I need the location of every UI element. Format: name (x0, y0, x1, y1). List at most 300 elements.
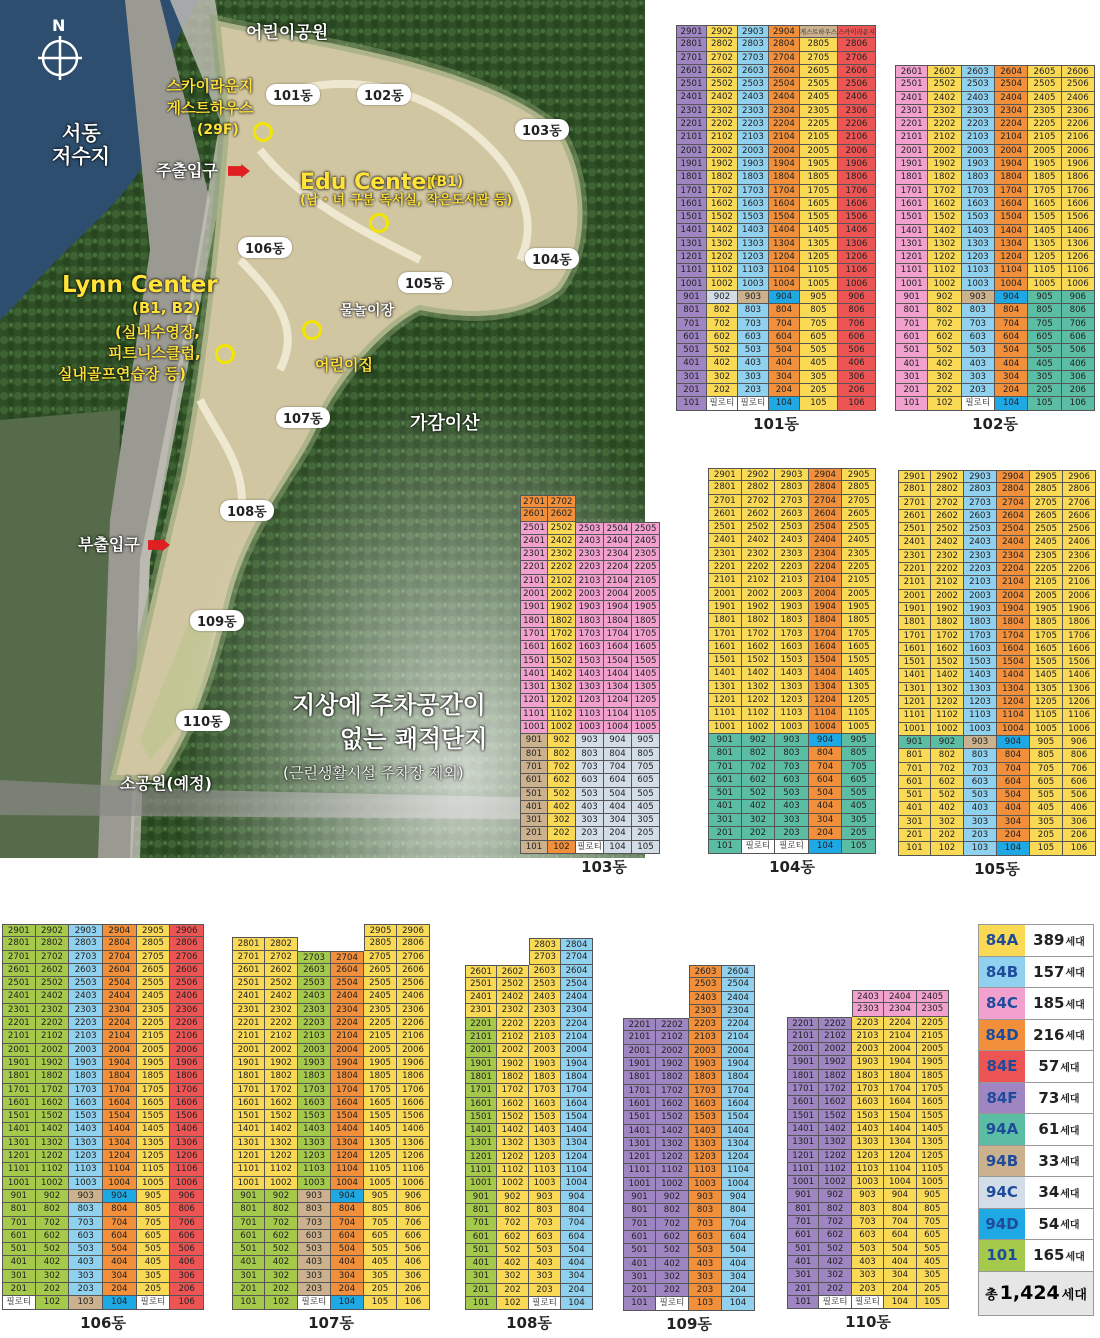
unit-cell: 805 (800, 304, 838, 317)
unit-cell: 1001 (623, 1178, 656, 1191)
unit-cell: 1403 (69, 1123, 103, 1136)
unit-cell: 1501 (708, 654, 742, 667)
unit-cell: 1106 (1062, 264, 1095, 277)
unit-cell: 206 (170, 1283, 204, 1296)
unit-cell: 2101 (898, 576, 931, 589)
unit-cell: 2504 (722, 978, 755, 991)
unit-cell: 1803 (689, 1071, 722, 1084)
unit-cell: 606 (1062, 331, 1095, 344)
unit-cell: 604 (103, 1230, 137, 1243)
unit-cell: 103 (689, 1297, 722, 1310)
unit-cell: 1202 (656, 1151, 689, 1164)
unit-cell: 405 (842, 800, 876, 813)
unit-cell: 704 (884, 1216, 916, 1229)
unit-cell: 1304 (722, 1138, 755, 1151)
unit-cell: 502 (707, 344, 738, 357)
unit-cell: 2103 (775, 574, 809, 587)
unit-cell: 906 (397, 1190, 430, 1203)
unit-cell: 201 (787, 1283, 819, 1296)
unit-cell: 2002 (36, 1044, 70, 1057)
unit-cell: 2101 (708, 574, 742, 587)
unit-cell: 803 (689, 1204, 722, 1217)
unit-cell: 1802 (548, 615, 576, 628)
unit-cell: 305 (800, 371, 838, 384)
unit-cell: 304 (997, 816, 1030, 829)
unit-cell: 705 (1028, 318, 1061, 331)
unit-cell: 1605 (1028, 198, 1061, 211)
unit-cell: 1904 (561, 1058, 593, 1071)
unit-cell: 1405 (632, 668, 660, 681)
unit-cell: 2206 (1062, 118, 1095, 131)
unit-cell: 1703 (775, 628, 809, 641)
unit-cell: 1406 (1063, 669, 1096, 682)
unit-cell: 2103 (298, 1030, 331, 1043)
sky-lounge-marker-icon (253, 122, 273, 142)
unit-cell: 2303 (962, 105, 995, 118)
unit-cell: 602 (742, 774, 776, 787)
map-label-seodong: 서동 (62, 121, 101, 145)
unit-cell: 606 (397, 1230, 430, 1243)
unit-cell: 705 (800, 318, 838, 331)
unit-cell: 2602 (742, 508, 776, 521)
unit-cell: 2801 (898, 483, 931, 496)
unit-cell: 601 (232, 1230, 265, 1243)
legend-count (1025, 957, 1093, 988)
unit-cell: 2001 (895, 145, 928, 158)
unit-cell: 1701 (520, 628, 548, 641)
unit-cell: 1204 (884, 1150, 916, 1163)
unit-cell: 404 (995, 358, 1028, 371)
map-tag-101: 101동 (266, 84, 320, 105)
unit-cell: 1001 (787, 1176, 819, 1189)
unit-cell: 2004 (722, 1045, 755, 1058)
unit-cell: 2603 (298, 964, 331, 977)
map-label-lynn-desc2: 피트니스클럽, (108, 344, 201, 362)
unit-cell: 202 (742, 827, 776, 840)
unit-cell: 1205 (842, 694, 876, 707)
unit-cell: 1404 (995, 225, 1028, 238)
unit-cell: 2601 (2, 964, 36, 977)
unit-cell: 405 (1030, 802, 1063, 815)
unit-cell: 2104 (809, 574, 843, 587)
unit-cell: 2603 (962, 65, 995, 78)
unit-cell: 1501 (787, 1110, 819, 1123)
unit-cell: 305 (842, 814, 876, 827)
unit-cell: 1602 (548, 641, 576, 654)
unit-cell: 702 (36, 1217, 70, 1230)
unit-cell: 1906 (1062, 158, 1095, 171)
unit-cell: 603 (69, 1230, 103, 1243)
unit-cell: 403 (852, 1256, 884, 1269)
unit-cell: 2202 (931, 563, 964, 576)
unit-cell: 1605 (800, 198, 838, 211)
unit-cell: 1405 (800, 224, 838, 237)
unit-cell: 1204 (769, 251, 800, 264)
unit-cell: 403 (529, 1257, 561, 1270)
unit-cell: 1805 (632, 615, 660, 628)
unit-cell: 2104 (722, 1031, 755, 1044)
unit-cell: 1002 (497, 1177, 529, 1190)
unit-cell: 2901 (708, 468, 742, 481)
unit-cell: 2101 (2, 1030, 36, 1043)
unit-cell: 2202 (819, 1017, 851, 1030)
unit-cell: 2403 (852, 990, 884, 1003)
legend-count-unit: 세대 (1060, 1188, 1080, 1200)
unit-cell: 2901 (2, 924, 36, 937)
unit-cell: 405 (917, 1256, 949, 1269)
unit-cell: 804 (769, 304, 800, 317)
unit-cell: 1001 (520, 721, 548, 734)
unit-cell: 706 (397, 1217, 430, 1230)
unit-cell: 2904 (997, 470, 1030, 483)
unit-cell: 2002 (931, 590, 964, 603)
unit-cell: 2006 (1062, 145, 1095, 158)
unit-cell: 504 (809, 787, 843, 800)
unit-cell: 1005 (917, 1176, 949, 1189)
unit-cell: 201 (232, 1283, 265, 1296)
unit-cell: 1605 (632, 641, 660, 654)
unit-cell: 1301 (520, 681, 548, 694)
unit-cell: 1602 (931, 643, 964, 656)
unit-cell: 1605 (842, 641, 876, 654)
unit-cell: 103 (69, 1296, 103, 1309)
unit-cell: 501 (520, 788, 548, 801)
unit-cell: 1405 (842, 667, 876, 680)
unit-cell: 2205 (1028, 118, 1061, 131)
unit-cell: 701 (2, 1217, 36, 1230)
unit-cell: 1305 (1028, 238, 1061, 251)
unit-cell: 1302 (548, 681, 576, 694)
unit-cell: 1101 (232, 1163, 265, 1176)
unit-cell: 1005 (800, 278, 838, 291)
unit-cell: 1006 (170, 1177, 204, 1190)
map-label-water-play: 물놀이장 (340, 303, 395, 319)
unit-cell: 1204 (997, 696, 1030, 709)
unit-cell: 1704 (103, 1084, 137, 1097)
unit-cell: 706 (1062, 318, 1095, 331)
unit-cell: 902 (656, 1191, 689, 1204)
unit-cell: 2804 (809, 481, 843, 494)
unit-cell: 2801 (708, 481, 742, 494)
unit-cell: 101 (465, 1297, 497, 1310)
unit-cell: 2002 (928, 145, 961, 158)
unit-cell: 2004 (809, 588, 843, 601)
unit-cell: 2203 (69, 1017, 103, 1030)
unit-cell: 2604 (722, 965, 755, 978)
unit-cell: 2705 (842, 495, 876, 508)
unit-cell: 1103 (529, 1164, 561, 1177)
unit-cell: 701 (520, 761, 548, 774)
unit-cell: 2102 (548, 575, 576, 588)
unit-cell: 2602 (707, 65, 738, 78)
unit-cell: 1503 (298, 1110, 331, 1123)
unit-cell: 2305 (137, 1004, 171, 1017)
unit-cell: 2001 (623, 1045, 656, 1058)
unit-cell: 1304 (995, 238, 1028, 251)
unit-cell: 2105 (1030, 576, 1063, 589)
unit-cell: 901 (708, 734, 742, 747)
unit-cell: 206 (1062, 384, 1095, 397)
unit-cell: 2003 (576, 588, 604, 601)
unit-cell: 401 (520, 801, 548, 814)
unit-cell: 2302 (548, 548, 576, 561)
unit-cell: 2201 (623, 1018, 656, 1031)
unit-cell: 105 (917, 1296, 949, 1309)
unit-cell: 1003 (775, 721, 809, 734)
legend-count (1025, 1083, 1093, 1114)
unit-cell: 305 (364, 1270, 397, 1283)
unit-cell: 1501 (232, 1110, 265, 1123)
unit-cell: 1902 (548, 601, 576, 614)
unit-cell: 2202 (36, 1017, 70, 1030)
unit-cell: 906 (1063, 736, 1096, 749)
unit-cell: 803 (298, 1203, 331, 1216)
unit-cell: 402 (931, 802, 964, 815)
unit-cell: 1901 (895, 158, 928, 171)
unit-cell: 805 (137, 1203, 171, 1216)
unit-cell: 505 (917, 1243, 949, 1256)
unit-cell: 2303 (775, 548, 809, 561)
unit-cell: 804 (997, 749, 1030, 762)
unit-cell: 2801 (2, 937, 36, 950)
unit-cell: 1806 (1063, 616, 1096, 629)
unit-cell: 1302 (36, 1137, 70, 1150)
unit-cell: 604 (722, 1231, 755, 1244)
unit-cell: 304 (809, 814, 843, 827)
unit-cell: 1802 (656, 1071, 689, 1084)
legend-count-unit: 세대 (1065, 1251, 1085, 1263)
legend-count-value: 73 (1038, 1088, 1060, 1107)
unit-cell: 402 (742, 800, 776, 813)
unit-cell: 게스트하우스 (800, 25, 838, 38)
unit-cell: 902 (497, 1191, 529, 1204)
unit-cell: 2102 (928, 131, 961, 144)
unit-cell: 603 (298, 1230, 331, 1243)
unit-cell: 801 (676, 304, 707, 317)
legend-count-unit: 세대 (1060, 1062, 1080, 1074)
unit-cell: 1006 (838, 278, 876, 291)
unit-cell: 702 (497, 1217, 529, 1230)
unit-cell: 2506 (1062, 78, 1095, 91)
unit-cell: 704 (103, 1217, 137, 1230)
unit-cell: 2303 (576, 548, 604, 561)
unit-cell: 703 (69, 1217, 103, 1230)
building-name-label: 102동 (972, 414, 1018, 433)
unit-cell: 1202 (265, 1150, 298, 1163)
unit-cell: 1004 (997, 723, 1030, 736)
unit-cell: 2206 (170, 1017, 204, 1030)
unit-cell: 1005 (1028, 278, 1061, 291)
unit-cell: 603 (689, 1231, 722, 1244)
unit-cell: 2001 (787, 1043, 819, 1056)
unit-cell: 1903 (529, 1058, 561, 1071)
unit-cell: 403 (962, 358, 995, 371)
unit-cell: 201 (623, 1284, 656, 1297)
unit-cell: 1301 (676, 238, 707, 251)
unit-cell: 1802 (931, 616, 964, 629)
unit-cell: 2502 (36, 977, 70, 990)
unit-cell: 1205 (917, 1150, 949, 1163)
unit-cell: 2904 (809, 468, 843, 481)
unit-cell: 1506 (170, 1110, 204, 1123)
unit-cell: 2001 (2, 1044, 36, 1057)
unit-cell: 2906 (397, 924, 430, 937)
unit-cell: 1402 (707, 224, 738, 237)
unit-cell: 2304 (561, 1004, 593, 1017)
unit-cell: 706 (838, 318, 876, 331)
unit-cell: 1803 (964, 616, 997, 629)
unit-cell: 1505 (800, 211, 838, 224)
unit-cell: 903 (964, 736, 997, 749)
unit-cell: 703 (529, 1217, 561, 1230)
unit-cell: 406 (397, 1256, 430, 1269)
unit-cell: 2402 (36, 990, 70, 1003)
unit-cell: 2804 (997, 483, 1030, 496)
unit-cell: 1606 (397, 1097, 430, 1110)
unit-cell: 1804 (884, 1070, 916, 1083)
unit-cell: 2005 (800, 145, 838, 158)
legend-count (1025, 1051, 1093, 1082)
unit-cell: 602 (548, 774, 576, 787)
unit-cell: 501 (895, 344, 928, 357)
unit-cell: 2503 (576, 522, 604, 535)
legend-count (1025, 1209, 1093, 1240)
unit-cell: 506 (170, 1243, 204, 1256)
unit-cell: 2703 (964, 497, 997, 510)
unit-cell: 2906 (170, 924, 204, 937)
unit-cell: 2504 (604, 522, 632, 535)
unit-cell: 1602 (497, 1098, 529, 1111)
unit-cell: 403 (964, 802, 997, 815)
unit-cell: 702 (707, 318, 738, 331)
unit-cell: 1602 (819, 1096, 851, 1109)
unit-cell: 2003 (689, 1045, 722, 1058)
unit-cell: 2501 (232, 977, 265, 990)
unit-cell: 1206 (1062, 251, 1095, 264)
unit-cell: 1004 (604, 721, 632, 734)
unit-cell: 2906 (1063, 470, 1096, 483)
unit-cell: 2306 (1062, 105, 1095, 118)
unit-cell: 701 (232, 1217, 265, 1230)
unit-cell: 2104 (995, 131, 1028, 144)
unit-cell: 1206 (838, 251, 876, 264)
legend-type: 94A (979, 1114, 1025, 1145)
map-label-edu-center: Edu Center (300, 170, 438, 195)
unit-cell: 502 (497, 1244, 529, 1257)
unit-cell: 802 (931, 749, 964, 762)
unit-cell: 1603 (738, 198, 769, 211)
unit-cell: 404 (809, 800, 843, 813)
unit-cell: 1705 (800, 185, 838, 198)
unit-cell: 203 (298, 1283, 331, 1296)
unit-cell: 1201 (465, 1151, 497, 1164)
unit-cell: 1104 (884, 1163, 916, 1176)
unit-cell: 2606 (397, 964, 430, 977)
unit-cell: 1402 (265, 1123, 298, 1136)
unit-cell: 503 (298, 1243, 331, 1256)
unit-cell: 304 (103, 1270, 137, 1283)
unit-cell: 1501 (520, 655, 548, 668)
unit-cell: 1902 (36, 1057, 70, 1070)
unit-cell: 1802 (36, 1070, 70, 1083)
unit-cell: 2706 (838, 52, 876, 65)
unit-cell: 202 (497, 1284, 529, 1297)
compass-north-label: N (52, 16, 66, 35)
unit-cell: 904 (331, 1190, 364, 1203)
unit-cell: 1904 (604, 601, 632, 614)
unit-cell: 2301 (465, 1004, 497, 1017)
unit-cell: 604 (331, 1230, 364, 1243)
unit-cell: 901 (895, 291, 928, 304)
unit-cell: 2203 (689, 1018, 722, 1031)
unit-cell: 2701 (676, 52, 707, 65)
legend-count-unit: 세대 (1065, 999, 1085, 1011)
unit-cell: 2106 (170, 1030, 204, 1043)
unit-cell: 504 (331, 1243, 364, 1256)
unit-cell: 1003 (576, 721, 604, 734)
unit-cell: 1104 (331, 1163, 364, 1176)
legend-count-unit: 세대 (1065, 936, 1085, 948)
unit-cell: 1506 (397, 1110, 430, 1123)
unit-cell: 1802 (819, 1070, 851, 1083)
unit-cell: 1103 (298, 1163, 331, 1176)
unit-cell: 1504 (997, 656, 1030, 669)
unit-cell: 1704 (331, 1084, 364, 1097)
unit-cell: 1304 (997, 683, 1030, 696)
unit-cell: 401 (895, 358, 928, 371)
unit-cell: 2003 (964, 590, 997, 603)
unit-cell: 1901 (623, 1058, 656, 1071)
unit-cell: 2204 (809, 561, 843, 574)
legend-count-value: 165 (1033, 1246, 1065, 1265)
unit-cell: 1505 (364, 1110, 397, 1123)
unit-cell: 1303 (852, 1136, 884, 1149)
legend-row (979, 988, 1094, 1020)
unit-cell: 2603 (69, 964, 103, 977)
unit-cell: 502 (819, 1243, 851, 1256)
unit-cell: 1101 (898, 709, 931, 722)
unit-cell: 201 (708, 827, 742, 840)
building-name-label: 104동 (769, 857, 815, 876)
unit-cell: 1003 (964, 723, 997, 736)
unit-cell: 2902 (707, 25, 738, 38)
unit-cell: 101 (895, 397, 928, 410)
unit-cell: 503 (775, 787, 809, 800)
unit-cell: 205 (364, 1283, 397, 1296)
unit-cell: 1701 (623, 1085, 656, 1098)
unit-cell: 903 (576, 734, 604, 747)
unit-cell: 1606 (170, 1097, 204, 1110)
unit-cell: 2502 (548, 522, 576, 535)
unit-cell: 601 (676, 331, 707, 344)
unit-cell: 1704 (722, 1085, 755, 1098)
unit-cell: 803 (576, 748, 604, 761)
unit-cell: 405 (632, 801, 660, 814)
unit-cell: 2005 (632, 588, 660, 601)
unit-cell: 302 (819, 1269, 851, 1282)
unit-cell: 204 (103, 1283, 137, 1296)
unit-cell: 1806 (397, 1070, 430, 1083)
unit-cell: 1802 (497, 1071, 529, 1084)
unit-cell: 2501 (898, 523, 931, 536)
unit-cell: 2605 (800, 65, 838, 78)
unit-cell: 1102 (497, 1164, 529, 1177)
unit-cell: 505 (842, 787, 876, 800)
unit-cell: 406 (1062, 358, 1095, 371)
unit-cell: 2001 (676, 145, 707, 158)
unit-cell: 905 (842, 734, 876, 747)
unit-cell: 602 (497, 1231, 529, 1244)
